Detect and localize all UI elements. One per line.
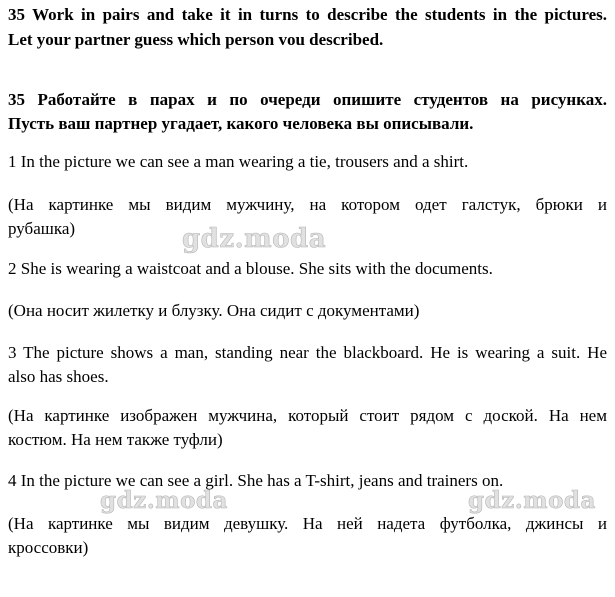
answer-1-ru-line-1: (На картинке мы видим мужчину, на котором одет галстук, брюки и: [8, 195, 607, 214]
task-ru-line-1: 35 Работайте в парах и по очереди опишите студентов на рисунках.: [8, 90, 607, 109]
answer-2-en: 2 She is wearing a waistcoat and a blouse. She sits with the documents.: [8, 259, 493, 278]
task-en-line-1: 35 Work in pairs and take it in turns to describe the students in the pictures.: [8, 5, 607, 24]
watermark: gdz.moda: [182, 224, 327, 254]
answer-3-ru-line-2: костюм. На нем также туфли): [8, 430, 223, 449]
task-ru-line-2: Пусть ваш партнер угадает, какого человека вы описывали.: [8, 114, 474, 133]
answer-2-ru: (Она носит жилетку и блузку. Она сидит с документами): [8, 301, 420, 320]
answer-4-en: 4 In the picture we can see a girl. She has a T-shirt, jeans and trainers on.: [8, 471, 504, 490]
answer-3-ru-line-1: (На картинке изображен мужчина, который стоит рядом с доской. На нем: [8, 406, 607, 425]
watermark: gdz.moda: [100, 487, 228, 514]
answer-3-en-line-1: 3 The picture shows a man, standing near the blackboard. He is wearing a suit. He: [8, 343, 607, 362]
answer-4-ru-line-1: (На картинке мы видим девушку. На ней надета футболка, джинсы и: [8, 514, 607, 533]
answer-1-ru-line-2: рубашка): [8, 219, 76, 238]
answer-3-en-line-2: also has shoes.: [8, 367, 109, 386]
watermark: gdz.moda: [468, 487, 596, 514]
answer-1-en: 1 In the picture we can see a man wearing a tie, trousers and a shirt.: [8, 152, 469, 171]
task-en-line-2: Let your partner guess which person vou described.: [8, 30, 384, 49]
answer-4-ru-line-2: кроссовки): [8, 538, 89, 557]
